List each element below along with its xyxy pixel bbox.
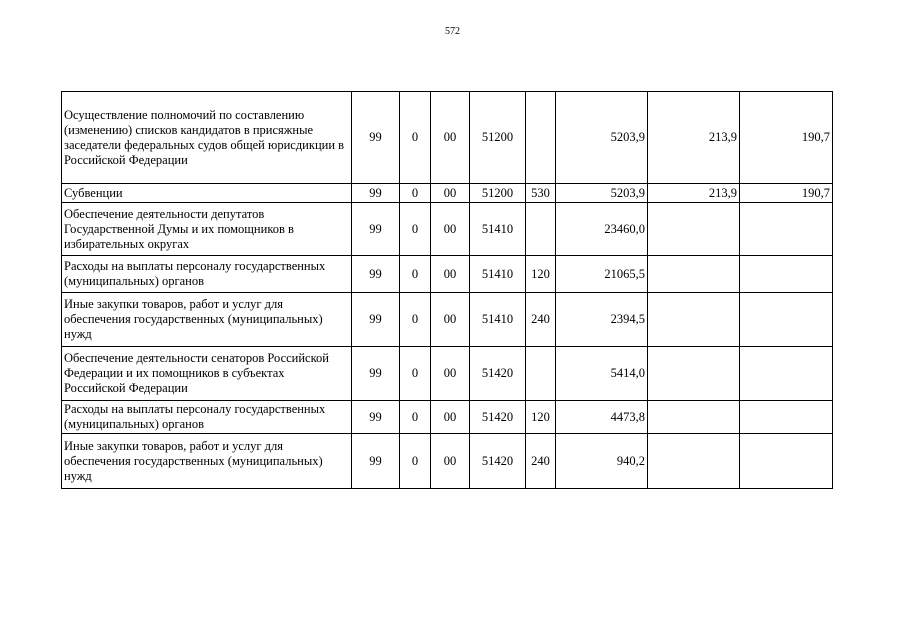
code-cell: 99: [352, 92, 400, 184]
amount-cell: 2394,5: [556, 293, 648, 347]
amount-cell: [740, 203, 833, 256]
code-cell: 99: [352, 434, 400, 489]
code-cell: 240: [526, 434, 556, 489]
code-cell: 51410: [470, 293, 526, 347]
page-number: 572: [445, 26, 460, 37]
amount-cell: 190,7: [740, 92, 833, 184]
amount-cell: [648, 256, 740, 293]
amount-cell: 4473,8: [556, 401, 648, 434]
code-cell: 0: [400, 203, 431, 256]
code-cell: 0: [400, 401, 431, 434]
code-cell: 530: [526, 184, 556, 203]
code-cell: 120: [526, 401, 556, 434]
code-cell: [526, 92, 556, 184]
code-cell: 0: [400, 293, 431, 347]
code-cell: 00: [431, 347, 470, 401]
code-cell: 00: [431, 203, 470, 256]
amount-cell: [740, 434, 833, 489]
amount-cell: 5203,9: [556, 92, 648, 184]
budget-table: [61, 91, 833, 489]
code-cell: 0: [400, 347, 431, 401]
code-cell: 99: [352, 347, 400, 401]
table-row: [62, 434, 833, 489]
row-description: Иные закупки товаров, работ и услуг для обеспечения государственных (муниципальных) нужд: [62, 434, 352, 489]
amount-cell: [648, 293, 740, 347]
amount-cell: [740, 347, 833, 401]
table-row: [62, 256, 833, 293]
code-cell: 00: [431, 293, 470, 347]
row-description: Иные закупки товаров, работ и услуг для обеспечения государственных (муниципальных) нужд: [62, 293, 352, 347]
table-row: [62, 401, 833, 434]
table-row: [62, 347, 833, 401]
table-row: [62, 203, 833, 256]
code-cell: 0: [400, 92, 431, 184]
amount-cell: [648, 347, 740, 401]
code-cell: 00: [431, 401, 470, 434]
code-cell: 120: [526, 256, 556, 293]
code-cell: [526, 203, 556, 256]
amount-cell: 940,2: [556, 434, 648, 489]
amount-cell: 213,9: [648, 184, 740, 203]
code-cell: 51410: [470, 203, 526, 256]
row-description: Субвенции: [62, 184, 352, 203]
code-cell: 99: [352, 256, 400, 293]
amount-cell: 5414,0: [556, 347, 648, 401]
code-cell: 0: [400, 434, 431, 489]
code-cell: 00: [431, 184, 470, 203]
amount-cell: [740, 256, 833, 293]
code-cell: 99: [352, 401, 400, 434]
code-cell: 00: [431, 92, 470, 184]
amount-cell: [648, 203, 740, 256]
amount-cell: 190,7: [740, 184, 833, 203]
code-cell: 51420: [470, 347, 526, 401]
code-cell: 0: [400, 184, 431, 203]
code-cell: 00: [431, 256, 470, 293]
amount-cell: 5203,9: [556, 184, 648, 203]
amount-cell: [740, 401, 833, 434]
code-cell: 99: [352, 293, 400, 347]
table-row: [62, 92, 833, 184]
code-cell: 51420: [470, 401, 526, 434]
amount-cell: 213,9: [648, 92, 740, 184]
amount-cell: [648, 401, 740, 434]
code-cell: 240: [526, 293, 556, 347]
code-cell: 99: [352, 184, 400, 203]
code-cell: 99: [352, 203, 400, 256]
table-row: [62, 293, 833, 347]
amount-cell: 21065,5: [556, 256, 648, 293]
row-description: Расходы на выплаты персоналу государственных (муниципальных) органов: [62, 256, 352, 293]
code-cell: 00: [431, 434, 470, 489]
row-description: Расходы на выплаты персоналу государственных (муниципальных) органов: [62, 401, 352, 434]
code-cell: [526, 347, 556, 401]
code-cell: 51200: [470, 92, 526, 184]
row-description: Осуществление полномочий по составлению (изменению) списков кандидатов в присяжные заседатели федеральных судов общей юрисдикции в Российской Федерации: [62, 92, 352, 184]
row-description: Обеспечение деятельности депутатов Государственной Думы и их помощников в избирательных округах: [62, 203, 352, 256]
code-cell: 51420: [470, 434, 526, 489]
table-row: [62, 184, 833, 203]
amount-cell: 23460,0: [556, 203, 648, 256]
amount-cell: [740, 293, 833, 347]
amount-cell: [648, 434, 740, 489]
code-cell: 0: [400, 256, 431, 293]
row-description: Обеспечение деятельности сенаторов Российской Федерации и их помощников в субъектах Российской Федерации: [62, 347, 352, 401]
code-cell: 51410: [470, 256, 526, 293]
code-cell: 51200: [470, 184, 526, 203]
